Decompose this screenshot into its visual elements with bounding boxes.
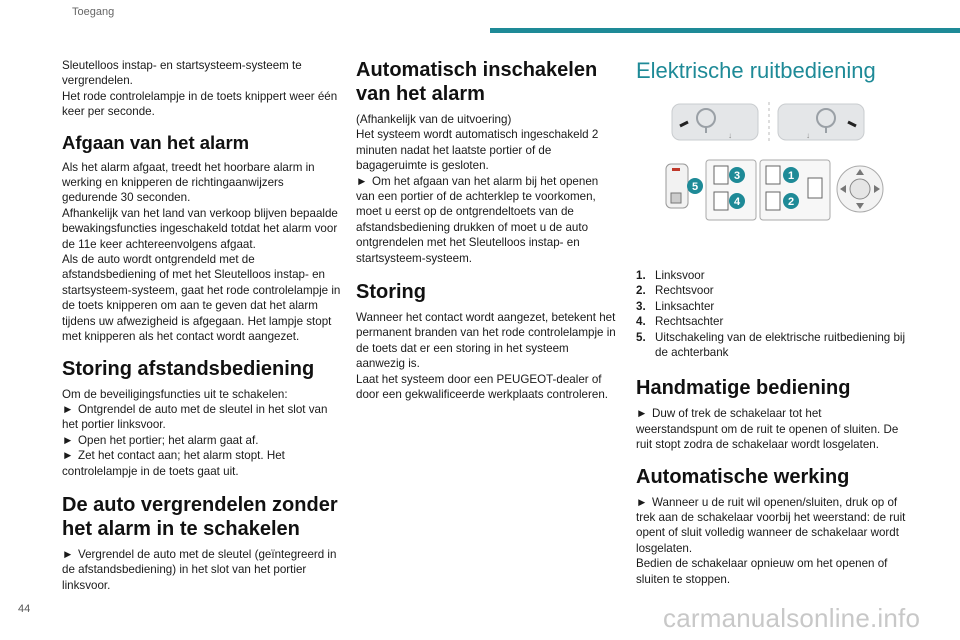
intro-text-1: Sleutelloos instap- en startsysteem-systeem te vergrendelen. <box>62 59 302 88</box>
arrow-bullet-icon: ► <box>636 407 648 421</box>
paragraph: Als de auto wordt ontgrendeld met de afstandsbediening of met het Sleutelloos instap- en startsysteem-systeem, gaat het rode controlelampje in de toets knipperen om aan te geven dat het alarm tijdens uw afwezigheid is afgegaan. Het lampje stopt met knipperen als het contact wordt aangezet. <box>62 253 341 344</box>
svg-text:2: 2 <box>787 196 795 208</box>
bullet-item: ► Vergrendel de auto met de sleutel (geïntegreerd in de afstandsbediening) in het slot van het portier linksvoor. <box>62 547 337 592</box>
bullet-item: ► Zet het contact aan; het alarm stopt. Het controlelampje in de toets gaat uit. <box>62 449 285 478</box>
window-switch-figure <box>636 98 896 248</box>
bullet-item: ► Om het afgaan van het alarm bij het openen van een portier of de achterklep te voorkomen, moet u eerst op de ontgrendeltoets van de afstandsbediening drukken of moet u de auto ontgrendelen met het Sleutelloos instap- en startsysteem-systeem. <box>356 174 599 265</box>
heading-manual-operation: Handmatige bediening <box>636 377 851 400</box>
legend-item: 3. Linksachter <box>636 299 715 313</box>
callout-5-icon <box>687 178 703 194</box>
legend-list <box>636 268 906 360</box>
watermark: carmanualsonline.info <box>663 603 921 633</box>
heading-automatic-operation: Automatische werking <box>636 465 850 488</box>
paragraph: (Afhankelijk van de uitvoering) <box>356 113 512 126</box>
intro-text-2: Het rode controlelampje in de toets knippert weer één keer per seconde. <box>62 89 338 119</box>
arrow-bullet-icon: ► <box>62 433 74 447</box>
svg-text:5: 5 <box>691 181 699 193</box>
svg-text:↓: ↓ <box>806 131 810 140</box>
arrow-bullet-icon: ► <box>62 402 74 416</box>
paragraph: Afhankelijk van het land van verkoop blijven bepaalde bewakingsfuncties ingeschakeld totdat het alarm voor de 11e keer achtereenvolgens afgaat. <box>62 206 338 251</box>
arrow-bullet-icon: ► <box>636 495 648 509</box>
page-number: 44 <box>18 603 31 615</box>
legend-item: 4. Rechtsachter <box>636 315 724 329</box>
svg-text:3: 3 <box>733 170 741 182</box>
mirror-control-icon <box>837 166 883 212</box>
bullet-item: ► Open het portier; het alarm gaat af. <box>62 433 259 447</box>
paragraph: Als het alarm afgaat, treedt het hoorbare alarm in werking en knipperen de richtingaanwijzers gedurende 30 seconden. <box>62 160 315 205</box>
heading-lock-without-alarm: De auto vergrendelen zonder het alarm in te schakelen <box>62 493 338 540</box>
bullet-item: ► Duw of trek de schakelaar tot het weerstandspunt om de ruit te openen of sluiten. De ruit stopt zodra de schakelaar wordt losgelaten. <box>636 407 899 452</box>
heading-alarm-triggered: Afgaan van het alarm <box>62 131 250 153</box>
heading-remote-failure: Storing afstandsbediening <box>62 357 315 380</box>
paragraph: Het systeem wordt automatisch ingeschakeld 2 minuten nadat het laatste portier of de bagageruimte is gesloten. <box>356 128 599 173</box>
header-accent-bar <box>490 28 960 33</box>
svg-text:1: 1 <box>787 170 795 182</box>
svg-text:4: 4 <box>733 196 741 208</box>
heading-auto-arm: Automatisch inschakelen van het alarm <box>356 59 598 105</box>
bullet-item: ► Wanneer u de ruit wil openen/sluiten, druk op of trek aan de schakelaar voorbij het weerstand: de ruit opent of sluit volledig wanneer de schakelaar wordt losgelaten. <box>636 495 906 555</box>
callout-1-icon <box>783 167 799 183</box>
rear-window-switches-icon <box>706 160 756 220</box>
legend-item: 5. Uitschakeling van de elektrische ruitbediening bij de achterbank <box>636 330 906 360</box>
column-middle <box>356 58 618 403</box>
arrow-bullet-icon: ► <box>62 449 74 463</box>
legend-item: 1. Linksvoor <box>636 269 705 282</box>
heading-fault: Storing <box>356 281 426 304</box>
callout-3-icon <box>729 167 745 183</box>
section-header: Toegang <box>72 6 115 18</box>
child-lock-switch-icon <box>666 164 688 208</box>
callout-2-icon <box>783 193 799 209</box>
callout-4-icon <box>729 193 745 209</box>
arrow-bullet-icon: ► <box>356 174 368 188</box>
car-rhd-icon <box>778 104 864 140</box>
bullet-item: ► Ontgrendel de auto met de sleutel in het slot van het portier linksvoor. <box>62 402 328 432</box>
paragraph: Om de beveiligingsfuncties uit te schakelen: <box>62 387 288 401</box>
paragraph: Bedien de schakelaar opnieuw om het openen of sluiten te stoppen. <box>636 557 888 586</box>
heading-power-windows: Elektrische ruitbediening <box>636 58 876 83</box>
paragraph: Wanneer het contact wordt aangezet, betekent het permanent branden van het rode controlelampje in de toets dat er een storing in het systeem aanwezig is. <box>356 311 616 371</box>
arrow-bullet-icon: ► <box>62 547 74 561</box>
column-right <box>636 58 906 587</box>
column-left <box>62 58 342 593</box>
legend-item: 2. Rechtsvoor <box>636 284 714 298</box>
car-lhd-icon <box>672 104 758 140</box>
paragraph: Laat het systeem door een PEUGEOT-dealer of door een gekwalificeerde werkplaats controleren. <box>356 372 608 402</box>
svg-text:↓: ↓ <box>728 131 732 140</box>
